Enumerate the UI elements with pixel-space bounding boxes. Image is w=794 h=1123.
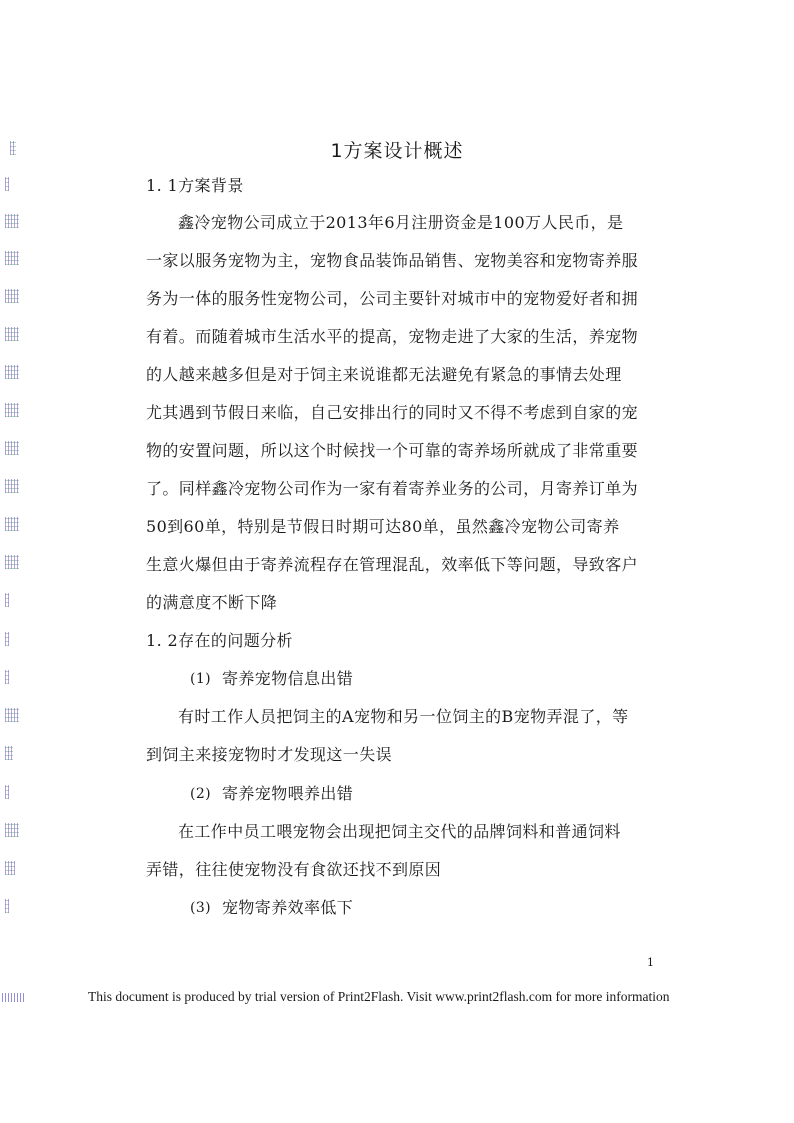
page-number: 1 [647, 956, 654, 969]
paragraph-line-text: 一家以服务宠物为主，宠物食品装饰品销售、宠物美容和宠物寄养服 [146, 251, 639, 270]
paragraph-line-text: 鑫冷宠物公司成立于2013年6月注册资金是100万人民币，是 [178, 213, 624, 232]
margin-artifact [5, 441, 19, 455]
margin-artifact [5, 823, 19, 837]
margin-artifact [5, 327, 19, 341]
problem-label: (3) [190, 900, 212, 916]
paragraph-line-text: 弄错，往往使宠物没有食欲还找不到原因 [146, 860, 442, 879]
problem-label: (2) [190, 786, 212, 802]
margin-artifact [5, 632, 9, 646]
margin-artifact [5, 517, 19, 531]
margin-artifact [5, 593, 9, 607]
paragraph-line-text: 有时工作人员把饲主的A宠物和另一位饲主的B宠物弄混了，等 [178, 707, 629, 726]
problem-title: 寄养宠物喂养出错 [222, 784, 354, 803]
margin-artifact [5, 479, 19, 493]
margin-artifact [5, 746, 13, 760]
paragraph-line-text: 在工作中员工喂宠物会出现把饲主交代的品牌饲料和普通饲料 [178, 822, 621, 841]
margin-artifact [5, 403, 19, 417]
problem-title: 宠物寄养效率低下 [222, 898, 354, 917]
paragraph-line-text: 有着。而随着城市生活水平的提高，宠物走进了大家的生活，养宠物 [146, 327, 639, 346]
paragraph-line-text: 务为一体的服务性宠物公司，公司主要针对城市中的宠物爱好者和拥 [146, 289, 639, 308]
paragraph-line-text: 尤其遇到节假日来临，自己安排出行的同时又不得不考虑到自家的宠 [146, 403, 639, 422]
section-heading-text: 1. 1方案背景 [146, 176, 244, 195]
footer-artifact [2, 993, 24, 1002]
margin-artifact [5, 670, 9, 684]
paragraph-line-text: 物的安置问题，所以这个时候找一个可靠的寄养场所就成了非常重要 [146, 441, 639, 460]
paragraph-line-text: 到饲主来接宠物时才发现这一失误 [146, 745, 393, 764]
paragraph-line-text: 生意火爆但由于寄养流程存在管理混乱，效率低下等问题，导致客户 [146, 555, 639, 574]
margin-artifact [5, 214, 19, 228]
problem-title: 寄养宠物信息出错 [222, 669, 354, 688]
margin-artifact [5, 785, 9, 799]
margin-artifact [5, 251, 19, 265]
margin-artifact [5, 365, 19, 379]
paragraph-line-text: 的人越来越多但是对于饲主来说谁都无法避免有紧急的事情去处理 [146, 365, 622, 384]
paragraph-line-text: 的满意度不断下降 [146, 593, 278, 612]
margin-artifact [5, 899, 9, 913]
margin-artifact [5, 555, 19, 569]
trial-footer-notice: This document is produced by trial version of Print2Flash. Visit www.print2flash.com for more information [88, 989, 670, 1004]
margin-artifact [5, 861, 15, 875]
page-title: 1方案设计概述 [330, 140, 464, 162]
margin-artifact [5, 177, 9, 191]
section-heading-text: 1. 2存在的问题分析 [146, 631, 293, 650]
paragraph-line-text: 了。同样鑫冷宠物公司作为一家有着寄养业务的公司，月寄养订单为 [146, 479, 639, 498]
margin-artifact [5, 289, 19, 303]
margin-artifact [5, 708, 19, 722]
paragraph-line-text: 50到60单，特别是节假日时期可达80单，虽然鑫冷宠物公司寄养 [146, 517, 620, 536]
problem-label: (1) [190, 671, 212, 687]
